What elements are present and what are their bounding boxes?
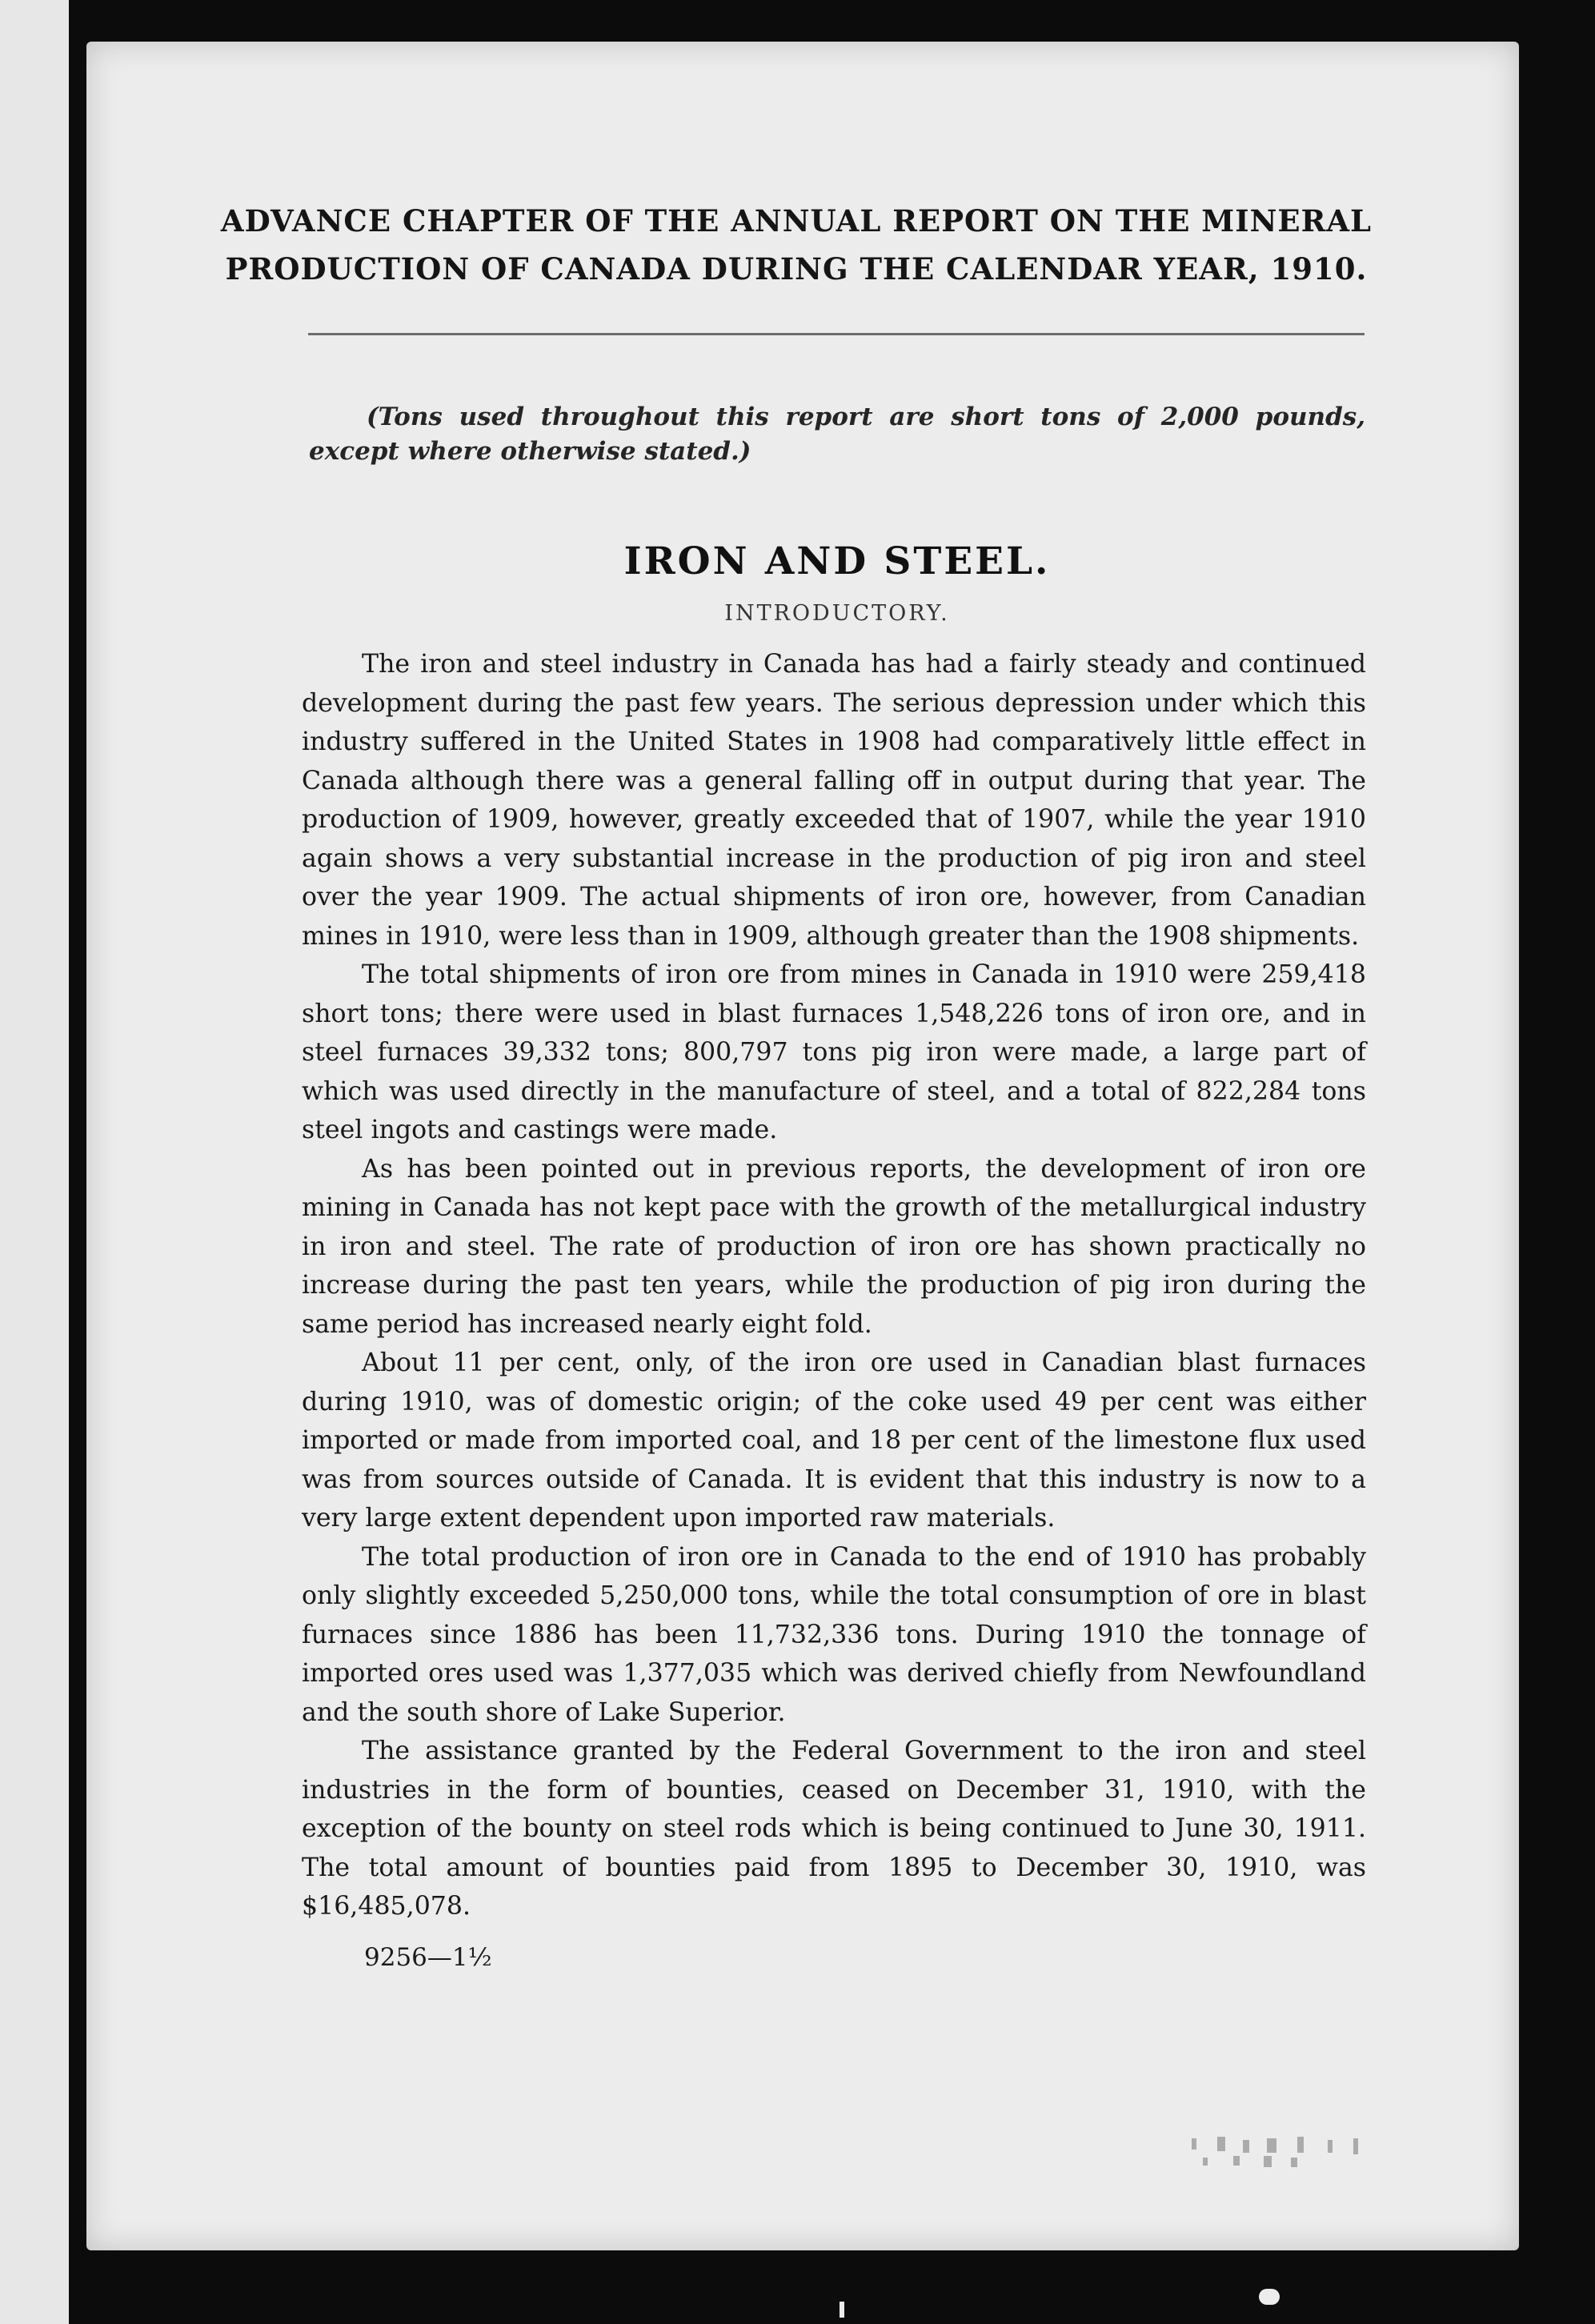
footer-code: 9256—1½ xyxy=(364,1943,492,1972)
heading-line-2: PRODUCTION OF CANADA DURING THE CALENDAR YEAR, 1910. xyxy=(225,251,1368,286)
paragraph: The iron and steel industry in Canada has had a fairly steady and continued development during the past few years. The serious depression under which this industry suffered in the United States in 1908 had comparatively little effect in Canada although there was a general falling off in output during that year. The production of 1909, however, greatly exceeded that of 1907, while the year 1910 again shows a very substantial increase in the production of pig iron and steel over the year 1909. The actual shipments of iron ore, however, from Canadian mines in 1910, were less than in 1909, although greater than the 1908 shipments. xyxy=(302,650,1366,951)
section-subtitle: INTRODUCTORY. xyxy=(724,601,950,626)
scan-speck xyxy=(840,2302,844,2318)
report-heading xyxy=(216,197,1377,293)
scan-speck xyxy=(1259,2289,1280,2305)
paragraph: About 11 per cent, only, of the iron ore used in Canadian blast furnaces during 1910, was of domestic origin; of the coke used 49 per cent was either imported or made from imported coal, and 18 per cent of the limestone flux used was from sources outside of Canada. It is evident that this industry is now to a very large extent dependent upon imported raw materials. xyxy=(302,1348,1366,1533)
chapter-title: IRON AND STEEL. xyxy=(623,539,1051,583)
faded-stamp-icon xyxy=(1187,2132,1371,2174)
paragraph: The total shipments of iron ore from mines in Canada in 1910 were 259,418 short tons; there were used in blast furnaces 1,548,226 tons of iron ore, and in steel furnaces 39,332 tons; 800,797 tons pig iron were made, a large part of which was used directly in the manufacture of steel, and a total of 822,284 tons steel ingots and castings were made. xyxy=(302,960,1366,1144)
units-note: (Tons used throughout this report are short tons of 2,000 pounds, except where otherwise stated.) xyxy=(309,403,1365,466)
heading-rule xyxy=(308,333,1365,335)
heading-line-1: ADVANCE CHAPTER OF THE ANNUAL REPORT ON THE MINERAL xyxy=(220,203,1373,238)
paragraph: As has been pointed out in previous reports, the development of iron ore mining in Canada has not kept pace with the growth of the metallurgical industry in iron and steel. The rate of production of iron ore has shown practically no increase during the past ten years, while the production of pig iron during the same period has increased nearly eight fold. xyxy=(302,1154,1366,1339)
paragraph: The assistance granted by the Federal Government to the iron and steel industries in the form of bounties, ceased on December 31, 1910, with the exception of the bounty on steel rods which is being continued to June 30, 1911. The total amount of bounties paid from 1895 to December 30, 1910, was $16,485,078. xyxy=(302,1737,1366,1921)
adjacent-page-edge xyxy=(0,0,69,2324)
paragraph: The total production of iron ore in Canada to the end of 1910 has probably only slightly exceeded 5,250,000 tons, while the total consumption of ore in blast furnaces since 1886 has been 11,732,336 tons. During 1910 the tonnage of imported ores used was 1,377,035 which was derived chiefly from Newfoundland and the south shore of Lake Superior. xyxy=(302,1542,1366,1727)
body-text xyxy=(302,645,1366,1926)
